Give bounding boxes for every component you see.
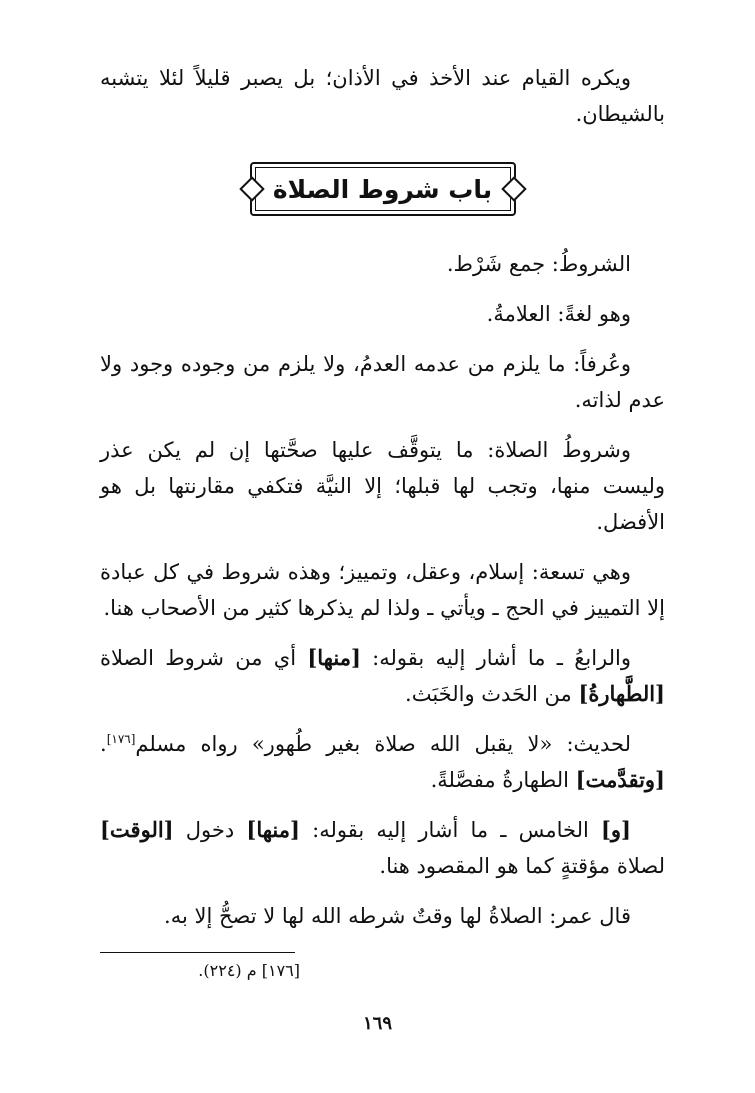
chapter-title-frame — [250, 162, 516, 216]
bold-term: [الوقت] — [100, 817, 174, 842]
paragraph-technical-meaning: وعُرفاً: ما يلزم من عدمه العدمُ، ولا يلزم من وجوده وجود ولا عدم لذاته. — [100, 352, 665, 412]
chapter-title: باب شروط الصلاة — [255, 167, 511, 211]
text-fragment: الطهارةُ مفصَّلةً. — [430, 768, 576, 792]
paragraph-hadith — [100, 726, 665, 798]
footnote: [١٧٦] م (٢٢٤). — [198, 961, 300, 980]
page-number: ١٦٩ — [362, 1013, 392, 1034]
paragraph-nine-conditions: وهي تسعة: إسلام، وعقل، وتمييز؛ وهذه شروط في كل عبادة إلا التمييز في الحج ـ ويأتي ـ ولذا لم يذكرها كثير من الأصحاب هنا. — [100, 560, 665, 620]
paragraph-fourth-condition — [100, 640, 665, 712]
bold-term: [منها] — [246, 817, 300, 842]
text-fragment: من الحَدث والخَبَث. — [405, 682, 579, 706]
text-fragment: الخامس ـ ما أشار إليه بقوله: — [299, 818, 601, 842]
paragraph-fifth-condition — [100, 812, 665, 884]
text-fragment: أي من شروط الصلاة — [100, 646, 308, 670]
text-fragment: لصلاة مؤقتةٍ كما هو المقصود هنا. — [379, 854, 665, 878]
text-fragment: والرابعُ ـ ما أشار إليه بقوله: — [360, 646, 632, 670]
intro-paragraph: ويكره القيام عند الأخذ في الأذان؛ بل يصبر قليلاً لئلا يتشبه بالشيطان. — [100, 66, 665, 126]
text-fragment: . — [100, 732, 107, 756]
page-body — [100, 60, 665, 948]
footnote-divider — [100, 952, 295, 953]
paragraph-linguistic-meaning: وهو لغةً: العلامةُ. — [486, 302, 631, 326]
bold-term: [و] — [600, 817, 631, 842]
footnote-reference: [١٧٦] — [106, 732, 136, 746]
bold-term: [وتقدَّمت] — [575, 767, 665, 792]
bold-term: [الطَّهارةُ] — [578, 681, 665, 706]
chapter-heading — [100, 162, 665, 216]
text-fragment: لحديث: «لا يقبل الله صلاة بغير طُهور» رواه مسلم — [135, 732, 631, 756]
text-fragment: دخول — [173, 818, 247, 842]
bold-term: [منها] — [307, 645, 361, 670]
paragraph-definition-plural: الشروطُ: جمع شَرْط. — [446, 252, 631, 276]
paragraph-prayer-conditions: وشروطُ الصلاة: ما يتوقَّف عليها صحَّتها إن لم يكن عذر وليست منها، وتجب لها قبلها؛ إلا النيَّة فتكفي مقارنتها بل هو الأفضل. — [100, 438, 665, 534]
paragraph-umar-quote: قال عمر: الصلاةُ لها وقتٌ شرطه الله لها لا تصحُّ إلا به. — [164, 904, 631, 928]
